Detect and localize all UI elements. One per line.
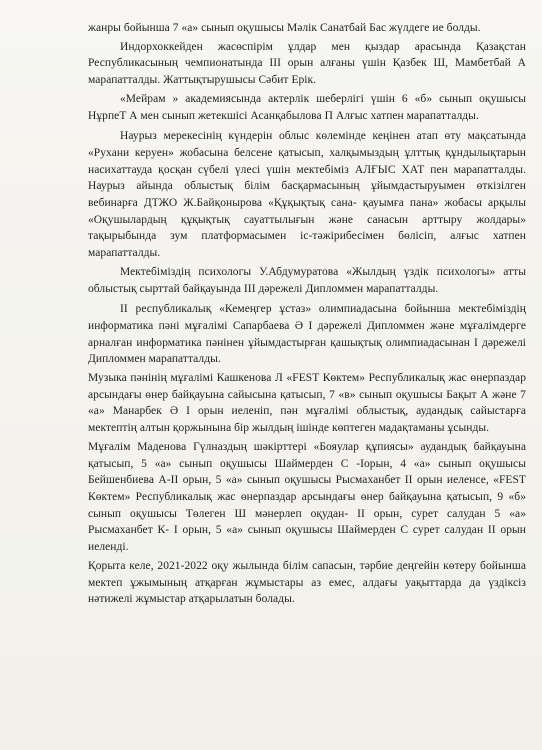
document-body: [88, 20, 526, 608]
paragraph-8: Мұғалім Маденова Гүлназдың шәкірттері «Бояулар құпиясы» аудандық байқауына қатысып, 5 «а» сынып оқушысы Шаймерден С -Іорын, 4 «а» сынып оқушысы Бейшенбиева А-ІІ орын, 5 «а» сынып оқушысы Рысмаханбет ІІ орын иеленсе, «FEST Көктем» Республикалық жас өнерпаздар арсындағы өнер байқауына қатысып, 9 «б» сынып оқушысы Төлеген Ш мәнерлеп оқудан- ІІ орын, сурет салудан 5 «а» Рысмаханбет К- І орын, 5 «а» сынып оқушысы Шаймерден С сурет салудан ІІ орын иеленді.: [88, 440, 526, 554]
paragraph-5: Мектебіміздің психологы У.Абдумуратова «Жылдың үздік психологы» атты облыстық сырттай байқауында ІІІ дәрежелі Дипломмен марапатталды.: [88, 265, 526, 295]
paragraph-7: Музыка пәнінің мұғалімі Кашкенова Л «FEST Көктем» Республикалық жас өнерпаздар арсындағы өнер байқауына сайысына қатысып, 7 «в» сынып оқушысы Бақыт А және 7 «а» Манарбек Ә І орын иеленіп, пән мұғалімі облыстық, аудандық сайыстарға мектептің алтын қоржынына бір жылдың ішінде көптеген мадақтаманы ұсынды.: [88, 372, 526, 435]
paragraph-3: «Мейрам » академиясында актерлік шеберлігі үшін 6 «б» сынып оқушысы НұрпеT А мен сынып жетекшісі Асанқабылова П Алғыс хатпен марапатталды.: [88, 92, 526, 122]
paragraph-4: Наурыз мерекесінің күндерін облыс көлемінде кеңінен атап өту мақсатында «Рухани керуен» жобасына белсене қатысып, халқымыздың ұлттық құндылықтарын насихаттауда қосқан сүбелі үлесі үшін мектебіміз АЛҒЫС ХАТ пен марапатталды. Наурыз айында облыстық білім басқармасының ұйымдастыруымен өткізілген вебинарға ДТЖО Ж.Байқонырова «Құқықтық сана- қауымға пана» жобасы арқылы «Оқушылардың құқықтық сауаттылығын және санасын арттыру жолдары» тақырыбында зум платформасымен іс-тәжірибесімен бөлісіп, алғыс хатпен марапатталды.: [88, 130, 526, 260]
paragraph-1: жанры бойынша 7 «а» сынып оқушысы Мәлік Санатбай Бас жүлдеге ие болды.: [88, 22, 481, 34]
paragraph-9: Қорыта келе, 2021-2022 оқу жылында білім сапасын, тәрбие деңгейін көтеру бойынша мектеп ұжымының атқарған жұмыстары аз емес, алдағы уақыттарда да үздіксіз нәтижелі жұмыстар атқарылатын болады.: [88, 559, 526, 606]
paragraph-6: ІІ республикалық «Кемеңгер ұстаз» олимпиадасына бойынша мектебіміздің информатика пәні мұғалімі Сапарбаева Ә І дәрежелі Дипломмен және мұғалімдерге арналған информатика пәнінен ұйымдастырған қашықтық олимпиадасынан І дәрежелі Дипломмен марапатталды.: [88, 303, 526, 366]
paragraph-2: Индорхоккейден жасөспірім ұлдар мен қыздар арасында Қазақстан Республикасының чемпионатында ІІІ орын алғаны үшін Қазбек Ш, Мамбетбай А марапатталды. Жаттықтырушысы Сәбит Ерік.: [88, 40, 526, 87]
